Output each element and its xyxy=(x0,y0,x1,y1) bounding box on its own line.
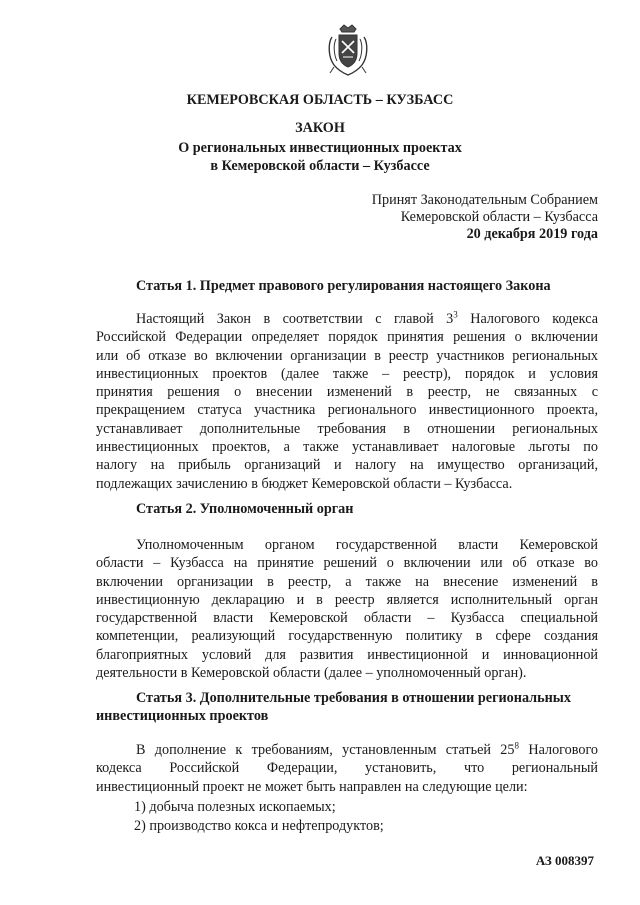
text-line: устанавливает дополнительные требования в отношении региональных xyxy=(96,420,598,437)
region-title: КЕМЕРОВСКАЯ ОБЛАСТЬ – КУЗБАСС xyxy=(186,92,454,108)
article-1-heading: Статья 1. Предмет правового регулирования настоящего Закона xyxy=(136,278,551,294)
text-line: области – Кузбасса на принятие решений о включении или об отказе во xyxy=(96,555,598,572)
article-2-heading: Статья 2. Уполномоченный орган xyxy=(136,501,354,517)
adopted-body-line: Кемеровской области – Кузбасса xyxy=(400,209,598,225)
text-line: инвестиционных проектов, а также устанавливает налоговые льготы по xyxy=(96,439,598,456)
article-3-heading-line-2: инвестиционных проектов xyxy=(96,707,269,724)
article-1-lines xyxy=(96,328,598,493)
text-line: компетенции, реализующий государственную политику в сфере создания xyxy=(96,628,598,645)
document-type: ЗАКОН xyxy=(295,120,345,136)
list-item: 2) производство кокса и нефтепродуктов; xyxy=(134,818,384,834)
document-code: АЗ 008397 xyxy=(535,853,594,868)
text-line: Российской Федерации определяет порядок принятия решения о включении xyxy=(96,329,598,346)
text-line: деятельности в Кемеровской области (далее – уполномоченный орган). xyxy=(96,665,527,682)
article-3-paragraph xyxy=(96,741,598,796)
adoption-date: 20 декабря 2019 года xyxy=(466,226,598,242)
text-line: подлежащих зачислению в бюджет Кемеровской области – Кузбасса. xyxy=(96,475,513,492)
adoption-block xyxy=(372,192,598,243)
list-item: 1) добыча полезных ископаемых; xyxy=(134,799,336,815)
text-line: инвестиционный проект не может быть направлен на следующие цели: xyxy=(96,778,528,795)
coat-of-arms-emblem xyxy=(326,23,370,77)
text-line: включении организации в реестр, а также на внесение изменений в xyxy=(96,573,598,590)
text-line: государственной власти Кемеровской области – Кузбасса специальной xyxy=(96,610,598,627)
text-line: кодекса Российской Федерации, установить, что региональный xyxy=(96,760,598,777)
article-3-heading-line-1: Статья 3. Дополнительные требования в отношении региональных xyxy=(136,690,571,706)
text-line: прекращением статуса участника регионального инвестиционного проекта, xyxy=(96,402,598,419)
text-line: благоприятных условий для развития инвестиционной и инновационной xyxy=(96,646,598,663)
text-line: инвестиционных проектов (далее также – реестр), порядок и условия xyxy=(96,365,598,382)
article-3-heading xyxy=(96,690,598,725)
law-title-line-1: О региональных инвестиционных проектах xyxy=(178,140,462,156)
adopted-by-line: Принят Законодательным Собранием xyxy=(371,192,598,208)
law-title-line-2: в Кемеровской области – Кузбассе xyxy=(210,158,430,174)
article-2-line-first: Уполномоченным органом государственной власти Кемеровской xyxy=(136,537,598,553)
law-title xyxy=(0,139,640,175)
text-line: принятия решения о внесении изменений в реестр, не связанных с xyxy=(96,384,598,401)
article-2-lines xyxy=(96,554,598,682)
article-1-paragraph xyxy=(96,310,598,493)
text-line: налогу на прибыль организаций и налогу на имущество организаций, xyxy=(96,457,598,474)
article-1-line-first: Настоящий Закон в соответствии с главой $3^3$ Налогового кодекса xyxy=(136,309,598,327)
text-line: или об отказе во включении организации в реестр участников региональных xyxy=(96,347,598,364)
article-3-lines xyxy=(96,759,598,796)
article-3-line-first: В дополнение к требованиям, установленным статьей $25^8$ Налогового xyxy=(136,740,599,758)
text-line: инвестиционную декларацию и в реестр является исполнительный орган xyxy=(96,591,598,608)
article-2-paragraph xyxy=(96,536,598,682)
